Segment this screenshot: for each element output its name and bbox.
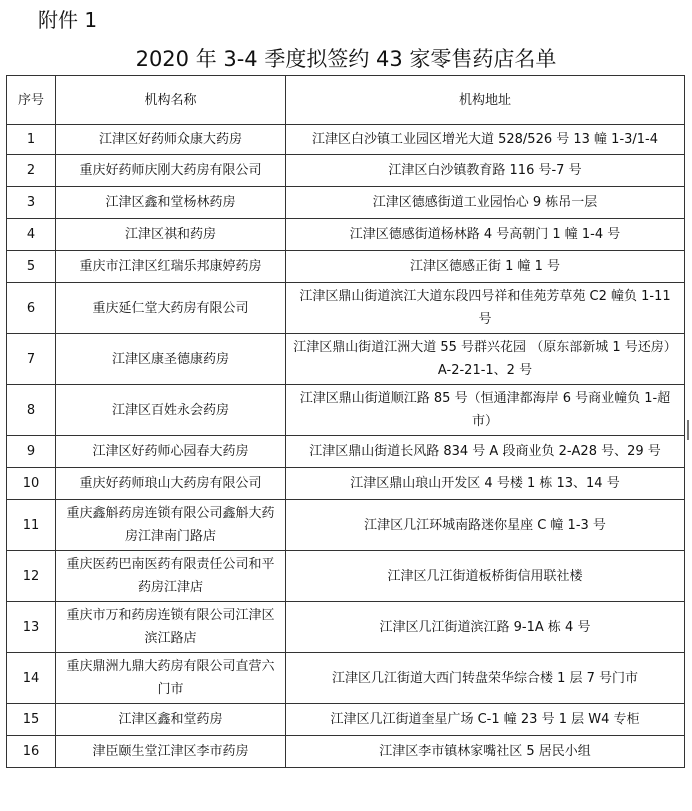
institution-name-cell: 重庆好药师琅山大药房有限公司 <box>56 468 286 500</box>
header-institution-address: 机构地址 <box>286 76 685 125</box>
institution-name-cell: 江津区好药师心园春大药房 <box>56 436 286 468</box>
institution-name-cell: 江津区鑫和堂药房 <box>56 704 286 736</box>
serial-cell: 2 <box>7 155 56 187</box>
institution-name-cell: 江津区百姓永会药房 <box>56 385 286 436</box>
header-serial: 序号 <box>7 76 56 125</box>
institution-address-cell: 江津区白沙镇工业园区增光大道 528/526 号 13 幢 1-3/1-4 <box>286 125 685 155</box>
serial-cell: 11 <box>7 500 56 551</box>
table-row <box>7 334 685 385</box>
institution-address-cell: 江津区鼎山琅山开发区 4 号楼 1 栋 13、14 号 <box>286 468 685 500</box>
table-row <box>7 500 685 551</box>
institution-address-cell: 江津区几江街道板桥街信用联社楼 <box>286 551 685 602</box>
institution-address-cell: 江津区几江环城南路迷你星座 C 幢 1-3 号 <box>286 500 685 551</box>
table-row <box>7 251 685 283</box>
serial-cell: 4 <box>7 219 56 251</box>
institution-name-cell: 津臣颐生堂江津区李市药房 <box>56 736 286 768</box>
table-row <box>7 219 685 251</box>
table-row <box>7 385 685 436</box>
institution-name-cell: 重庆医药巴南医药有限责任公司和平药房江津店 <box>56 551 286 602</box>
institution-name-cell: 江津区好药师众康大药房 <box>56 125 286 155</box>
serial-cell: 1 <box>7 125 56 155</box>
table-row <box>7 551 685 602</box>
serial-cell: 9 <box>7 436 56 468</box>
serial-cell: 16 <box>7 736 56 768</box>
institution-address-cell: 江津区几江街道滨江路 9-1A 栋 4 号 <box>286 602 685 653</box>
table-row <box>7 125 685 155</box>
serial-cell: 6 <box>7 283 56 334</box>
institution-address-cell: 江津区白沙镇教育路 116 号-7 号 <box>286 155 685 187</box>
serial-cell: 12 <box>7 551 56 602</box>
table-row <box>7 155 685 187</box>
institution-address-cell: 江津区鼎山街道江洲大道 55 号群兴花园 （原东部新城 1 号还房） A-2-21-1、2 号 <box>286 334 685 385</box>
serial-cell: 8 <box>7 385 56 436</box>
institution-name-cell: 江津区鑫和堂杨林药房 <box>56 187 286 219</box>
table-row <box>7 653 685 704</box>
institution-address-cell: 江津区几江街道奎星广场 C-1 幢 23 号 1 层 W4 专柜 <box>286 704 685 736</box>
institution-name-cell: 江津区康圣德康药房 <box>56 334 286 385</box>
attachment-label: 附件 1 <box>38 8 98 32</box>
table-header-row <box>7 76 685 125</box>
institution-address-cell: 江津区鼎山街道滨江大道东段四号祥和佳苑芳草苑 C2 幢负 1-11 号 <box>286 283 685 334</box>
institution-address-cell: 江津区李市镇林家嘴社区 5 居民小组 <box>286 736 685 768</box>
serial-cell: 5 <box>7 251 56 283</box>
table-row <box>7 283 685 334</box>
institution-name-cell: 重庆市江津区红瑞乐邦康婷药房 <box>56 251 286 283</box>
serial-cell: 13 <box>7 602 56 653</box>
table-row <box>7 436 685 468</box>
institution-name-cell: 重庆好药师庆刚大药房有限公司 <box>56 155 286 187</box>
institution-name-cell: 重庆鼎洲九鼎大药房有限公司直营六门市 <box>56 653 286 704</box>
institution-name-cell: 重庆市万和药房连锁有限公司江津区滨江路店 <box>56 602 286 653</box>
institution-address-cell: 江津区德感正街 1 幢 1 号 <box>286 251 685 283</box>
institution-name-cell: 重庆延仁堂大药房有限公司 <box>56 283 286 334</box>
table-row <box>7 736 685 768</box>
serial-cell: 14 <box>7 653 56 704</box>
institution-address-cell: 江津区几江街道大西门转盘荣华综合楼 1 层 7 号门市 <box>286 653 685 704</box>
institution-address-cell: 江津区鼎山街道长风路 834 号 A 段商业负 2-A28 号、29 号 <box>286 436 685 468</box>
document-title: 2020 年 3-4 季度拟签约 43 家零售药店名单 <box>135 47 557 71</box>
page-edge-mark <box>687 420 689 440</box>
serial-cell: 10 <box>7 468 56 500</box>
table-row <box>7 468 685 500</box>
institution-name-cell: 重庆鑫斛药房连锁有限公司鑫斛大药房江津南门路店 <box>56 500 286 551</box>
institution-address-cell: 江津区德感街道杨林路 4 号高朝门 1 幢 1-4 号 <box>286 219 685 251</box>
institution-name-cell: 江津区祺和药房 <box>56 219 286 251</box>
table-row <box>7 187 685 219</box>
serial-cell: 7 <box>7 334 56 385</box>
institution-address-cell: 江津区鼎山街道顺江路 85 号（恒通津都海岸 6 号商业幢负 1-超市） <box>286 385 685 436</box>
pharmacy-list-table <box>6 75 685 768</box>
header-institution-name: 机构名称 <box>56 76 286 125</box>
table-body <box>7 125 685 768</box>
institution-address-cell: 江津区德感街道工业园怡心 9 栋吊一层 <box>286 187 685 219</box>
table-row <box>7 602 685 653</box>
serial-cell: 3 <box>7 187 56 219</box>
table-row <box>7 704 685 736</box>
serial-cell: 15 <box>7 704 56 736</box>
